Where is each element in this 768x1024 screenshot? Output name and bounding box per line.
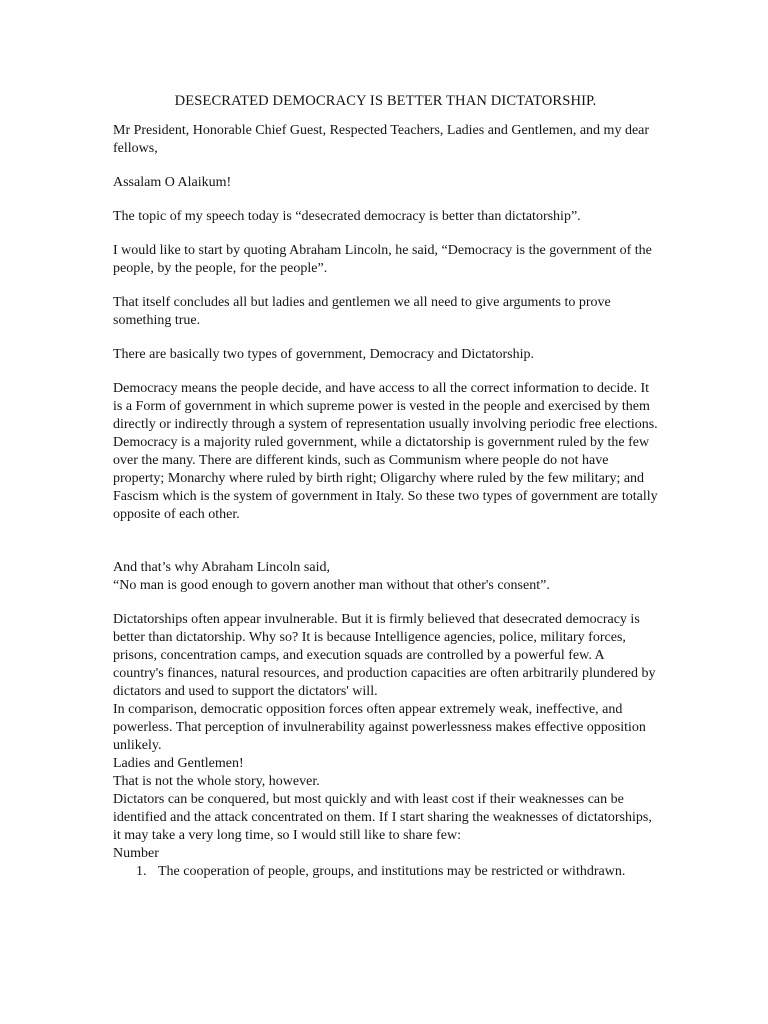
dictatorships-paragraph: Dictatorships often appear invulnerable. But it is firmly believed that desecrated democracy is better than dictatorship. Why so? It is because Intelligence agencies, police, military forces, prisons, concentration camps, and execution squads are controlled by a powerful few. A country's finances, natural resources, and production capacities are often arbitrarily plundered by dictators and used to support the dictators' will. — [113, 612, 656, 699]
conquered-paragraph: Dictators can be conquered, but most quickly and with least cost if their weaknesses can be identified and the attack concentrated on them. If I start sharing the weaknesses of dictatorships, it may take a very long time, so I would still like to share few: — [113, 792, 652, 843]
document-page — [113, 92, 658, 881]
greeting-paragraph: Assalam O Alaikum! — [113, 175, 232, 190]
salutation-paragraph: Mr President, Honorable Chief Guest, Respected Teachers, Ladies and Gentlemen, and my dear fellows, — [113, 123, 650, 156]
lincoln-quote-paragraph: I would like to start by quoting Abraham Lincoln, he said, “Democracy is the government of the people, by the people, for the people”. — [113, 243, 652, 276]
list-item — [136, 863, 658, 881]
weaknesses-list — [113, 863, 658, 881]
not-whole-story-line: That is not the whole story, however. — [113, 774, 320, 789]
arguments-paragraph: That itself concludes all but ladies and gentlemen we all need to give arguments to prove something true. — [113, 295, 611, 328]
democracy-definition-paragraph: Democracy means the people decide, and have access to all the correct information to decide. It is a Form of government in which supreme power is vested in the people and exercised by them directly or indirectly through a system of representation usually involving periodic free elections. Democracy is a majority ruled government, while a dictatorship is government ruled by the few over the many. There are different kinds, such as Communism where people do not have property; Monarchy where ruled by birth right; Oligarchy where ruled by the few military; and Fascism which is the system of government in Italy. So these two types of government are totally opposite of each other. — [113, 381, 658, 522]
spacer — [113, 540, 658, 559]
topic-paragraph: The topic of my speech today is “desecrated democracy is better than dictatorship”. — [113, 209, 581, 224]
list-item-text: The cooperation of people, groups, and institutions may be restricted or withdrawn. — [158, 864, 626, 879]
number-label: Number — [113, 846, 159, 861]
document-title: DESECRATED DEMOCRACY IS BETTER THAN DICTATORSHIP. — [174, 93, 597, 109]
comparison-paragraph: In comparison, democratic opposition forces often appear extremely weak, ineffective, and powerless. That perception of invulnerability against powerlessness makes effective opposition unlikely. — [113, 702, 646, 753]
ladies-gentlemen-line: Ladies and Gentlemen! — [113, 756, 244, 771]
list-item-number: 1. — [136, 864, 147, 879]
lincoln-intro-line: And that’s why Abraham Lincoln said, — [113, 560, 330, 575]
lincoln-consent-quote: “No man is good enough to govern another man without that other's consent”. — [113, 578, 550, 593]
types-paragraph: There are basically two types of government, Democracy and Dictatorship. — [113, 347, 535, 362]
